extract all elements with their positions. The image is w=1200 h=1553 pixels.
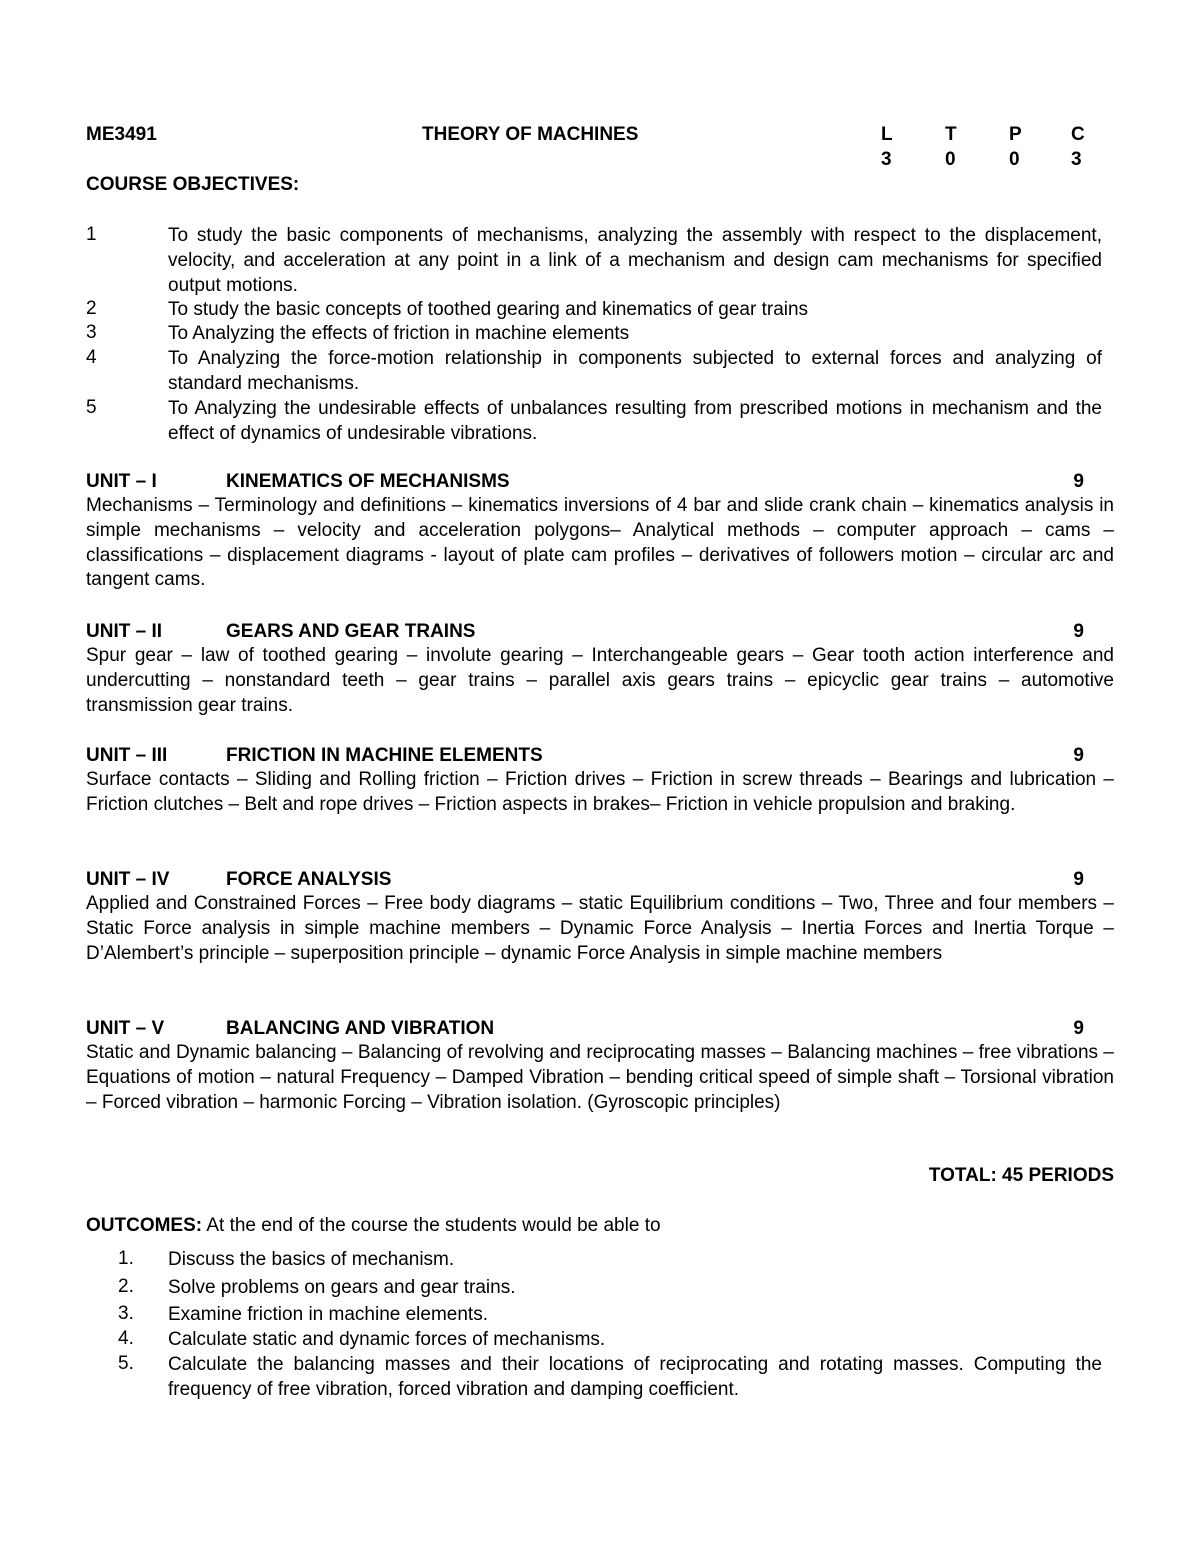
unit-title: BALANCING AND VIBRATION bbox=[226, 1018, 495, 1039]
objective-number: 2 bbox=[86, 298, 97, 319]
unit-header bbox=[86, 743, 1114, 768]
total-periods: TOTAL: 45 PERIODS bbox=[928, 1165, 1114, 1186]
unit-number: UNIT – III bbox=[86, 745, 168, 766]
outcome-text: Calculate static and dynamic forces of mechanisms. bbox=[168, 1329, 606, 1350]
unit-header bbox=[86, 469, 1114, 494]
course-code: ME3491 bbox=[86, 124, 157, 145]
outcome-text: Discuss the basics of mechanism. bbox=[168, 1249, 455, 1270]
outcome-text: Examine friction in machine elements. bbox=[168, 1304, 488, 1325]
objective-text: To study the basic components of mechanisms, analyzing the assembly with respect to the displacement, velocity, and acceleration at any point in a link of a mechanism and design cam mechanisms for specified output motions. bbox=[168, 225, 1102, 296]
unit-header bbox=[86, 619, 1114, 644]
unit-title: KINEMATICS OF MECHANISMS bbox=[226, 471, 510, 492]
outcome-number: 5. bbox=[118, 1353, 134, 1374]
ltpc-value-c: 3 bbox=[1071, 149, 1082, 170]
outcome-number: 1. bbox=[118, 1248, 134, 1269]
objective-text: To Analyzing the effects of friction in machine elements bbox=[168, 323, 630, 344]
unit-section bbox=[86, 469, 1114, 593]
objective-text: To Analyzing the undesirable effects of unbalances resulting from prescribed motions in mechanism and the effect of dynamics of undesirable vibrations. bbox=[168, 398, 1102, 444]
objective-text: To Analyzing the force-motion relationship in components subjected to external forces and analyzing of standard mechanisms. bbox=[168, 348, 1102, 394]
unit-hours: 9 bbox=[1073, 745, 1084, 766]
unit-content: Applied and Constrained Forces – Free body diagrams – static Equilibrium conditions – Two, Three and four members – Static Force analysis in simple machine members – Dynamic Force Analysis – Inertia Forces and Inertia Torque – D’Alembert’s principle – superposition principle – dynamic Force Analysis in simple machine members bbox=[86, 893, 1114, 964]
unit-header bbox=[86, 1016, 1114, 1041]
outcome-number: 2. bbox=[118, 1276, 134, 1297]
outcome-number: 4. bbox=[118, 1328, 134, 1349]
unit-number: UNIT – II bbox=[86, 621, 163, 642]
objective-number: 3 bbox=[86, 322, 97, 343]
unit-section bbox=[86, 1016, 1114, 1115]
unit-number: UNIT – IV bbox=[86, 869, 170, 890]
unit-number: UNIT – I bbox=[86, 471, 157, 492]
unit-section bbox=[86, 619, 1114, 718]
unit-title: FORCE ANALYSIS bbox=[226, 869, 392, 890]
unit-content: Static and Dynamic balancing – Balancing of revolving and reciprocating masses – Balancing machines – free vibrations – Equations of motion – natural Frequency – Damped Vibration – bending critical speed of simple shaft – Torsional vibration – Forced vibration – harmonic Forcing – Vibration isolation. (Gyroscopic principles) bbox=[86, 1042, 1114, 1113]
unit-section bbox=[86, 743, 1114, 818]
unit-title: GEARS AND GEAR TRAINS bbox=[226, 621, 476, 642]
ltpc-label-l: L bbox=[881, 124, 893, 145]
unit-content: Spur gear – law of toothed gearing – involute gearing – Interchangeable gears – Gear tooth action interference and undercutting – nonstandard teeth – gear trains – parallel axis gears trains – epicyclic gear trains – automotive transmission gear trains. bbox=[86, 645, 1114, 716]
outcome-number: 3. bbox=[118, 1303, 134, 1324]
outcomes-heading: OUTCOMES: bbox=[86, 1215, 203, 1236]
unit-hours: 9 bbox=[1073, 471, 1084, 492]
unit-title: FRICTION IN MACHINE ELEMENTS bbox=[226, 745, 543, 766]
unit-content: Surface contacts – Sliding and Rolling friction – Friction drives – Friction in screw threads – Bearings and lubrication – Friction clutches – Belt and rope drives – Friction aspects in brakes– Friction in vehicle propulsion and braking. bbox=[86, 769, 1114, 815]
unit-header bbox=[86, 867, 1114, 892]
ltpc-value-p: 0 bbox=[1009, 149, 1020, 170]
unit-number: UNIT – V bbox=[86, 1018, 165, 1039]
course-title: THEORY OF MACHINES bbox=[422, 124, 639, 145]
ltpc-value-t: 0 bbox=[945, 149, 956, 170]
ltpc-label-c: C bbox=[1071, 124, 1085, 145]
objective-text: To study the basic concepts of toothed gearing and kinematics of gear trains bbox=[168, 299, 809, 320]
outcomes-intro: At the end of the course the students would be able to bbox=[202, 1215, 661, 1236]
ltpc-value-l: 3 bbox=[881, 149, 892, 170]
unit-hours: 9 bbox=[1073, 869, 1084, 890]
unit-section bbox=[86, 867, 1114, 966]
outcomes-line bbox=[86, 1215, 661, 1237]
unit-hours: 9 bbox=[1073, 621, 1084, 642]
outcome-text: Calculate the balancing masses and their locations of reciprocating and rotating masses. Computing the frequency of free vibration, forced vibration and damping coefficient. bbox=[168, 1354, 1102, 1400]
unit-content: Mechanisms – Terminology and definitions – kinematics inversions of 4 bar and slide crank chain – kinematics analysis in simple mechanisms – velocity and acceleration polygons– Analytical methods – computer approach – cams – classifications – displacement diagrams - layout of plate cam profiles – derivatives of followers motion – circular arc and tangent cams. bbox=[86, 495, 1114, 591]
ltpc-label-p: P bbox=[1009, 124, 1022, 145]
ltpc-label-t: T bbox=[945, 124, 957, 145]
objective-number: 1 bbox=[86, 224, 97, 245]
unit-hours: 9 bbox=[1073, 1018, 1084, 1039]
objective-number: 5 bbox=[86, 397, 97, 418]
objectives-heading: COURSE OBJECTIVES: bbox=[86, 174, 300, 195]
objective-number: 4 bbox=[86, 347, 97, 368]
outcome-text: Solve problems on gears and gear trains. bbox=[168, 1277, 516, 1298]
